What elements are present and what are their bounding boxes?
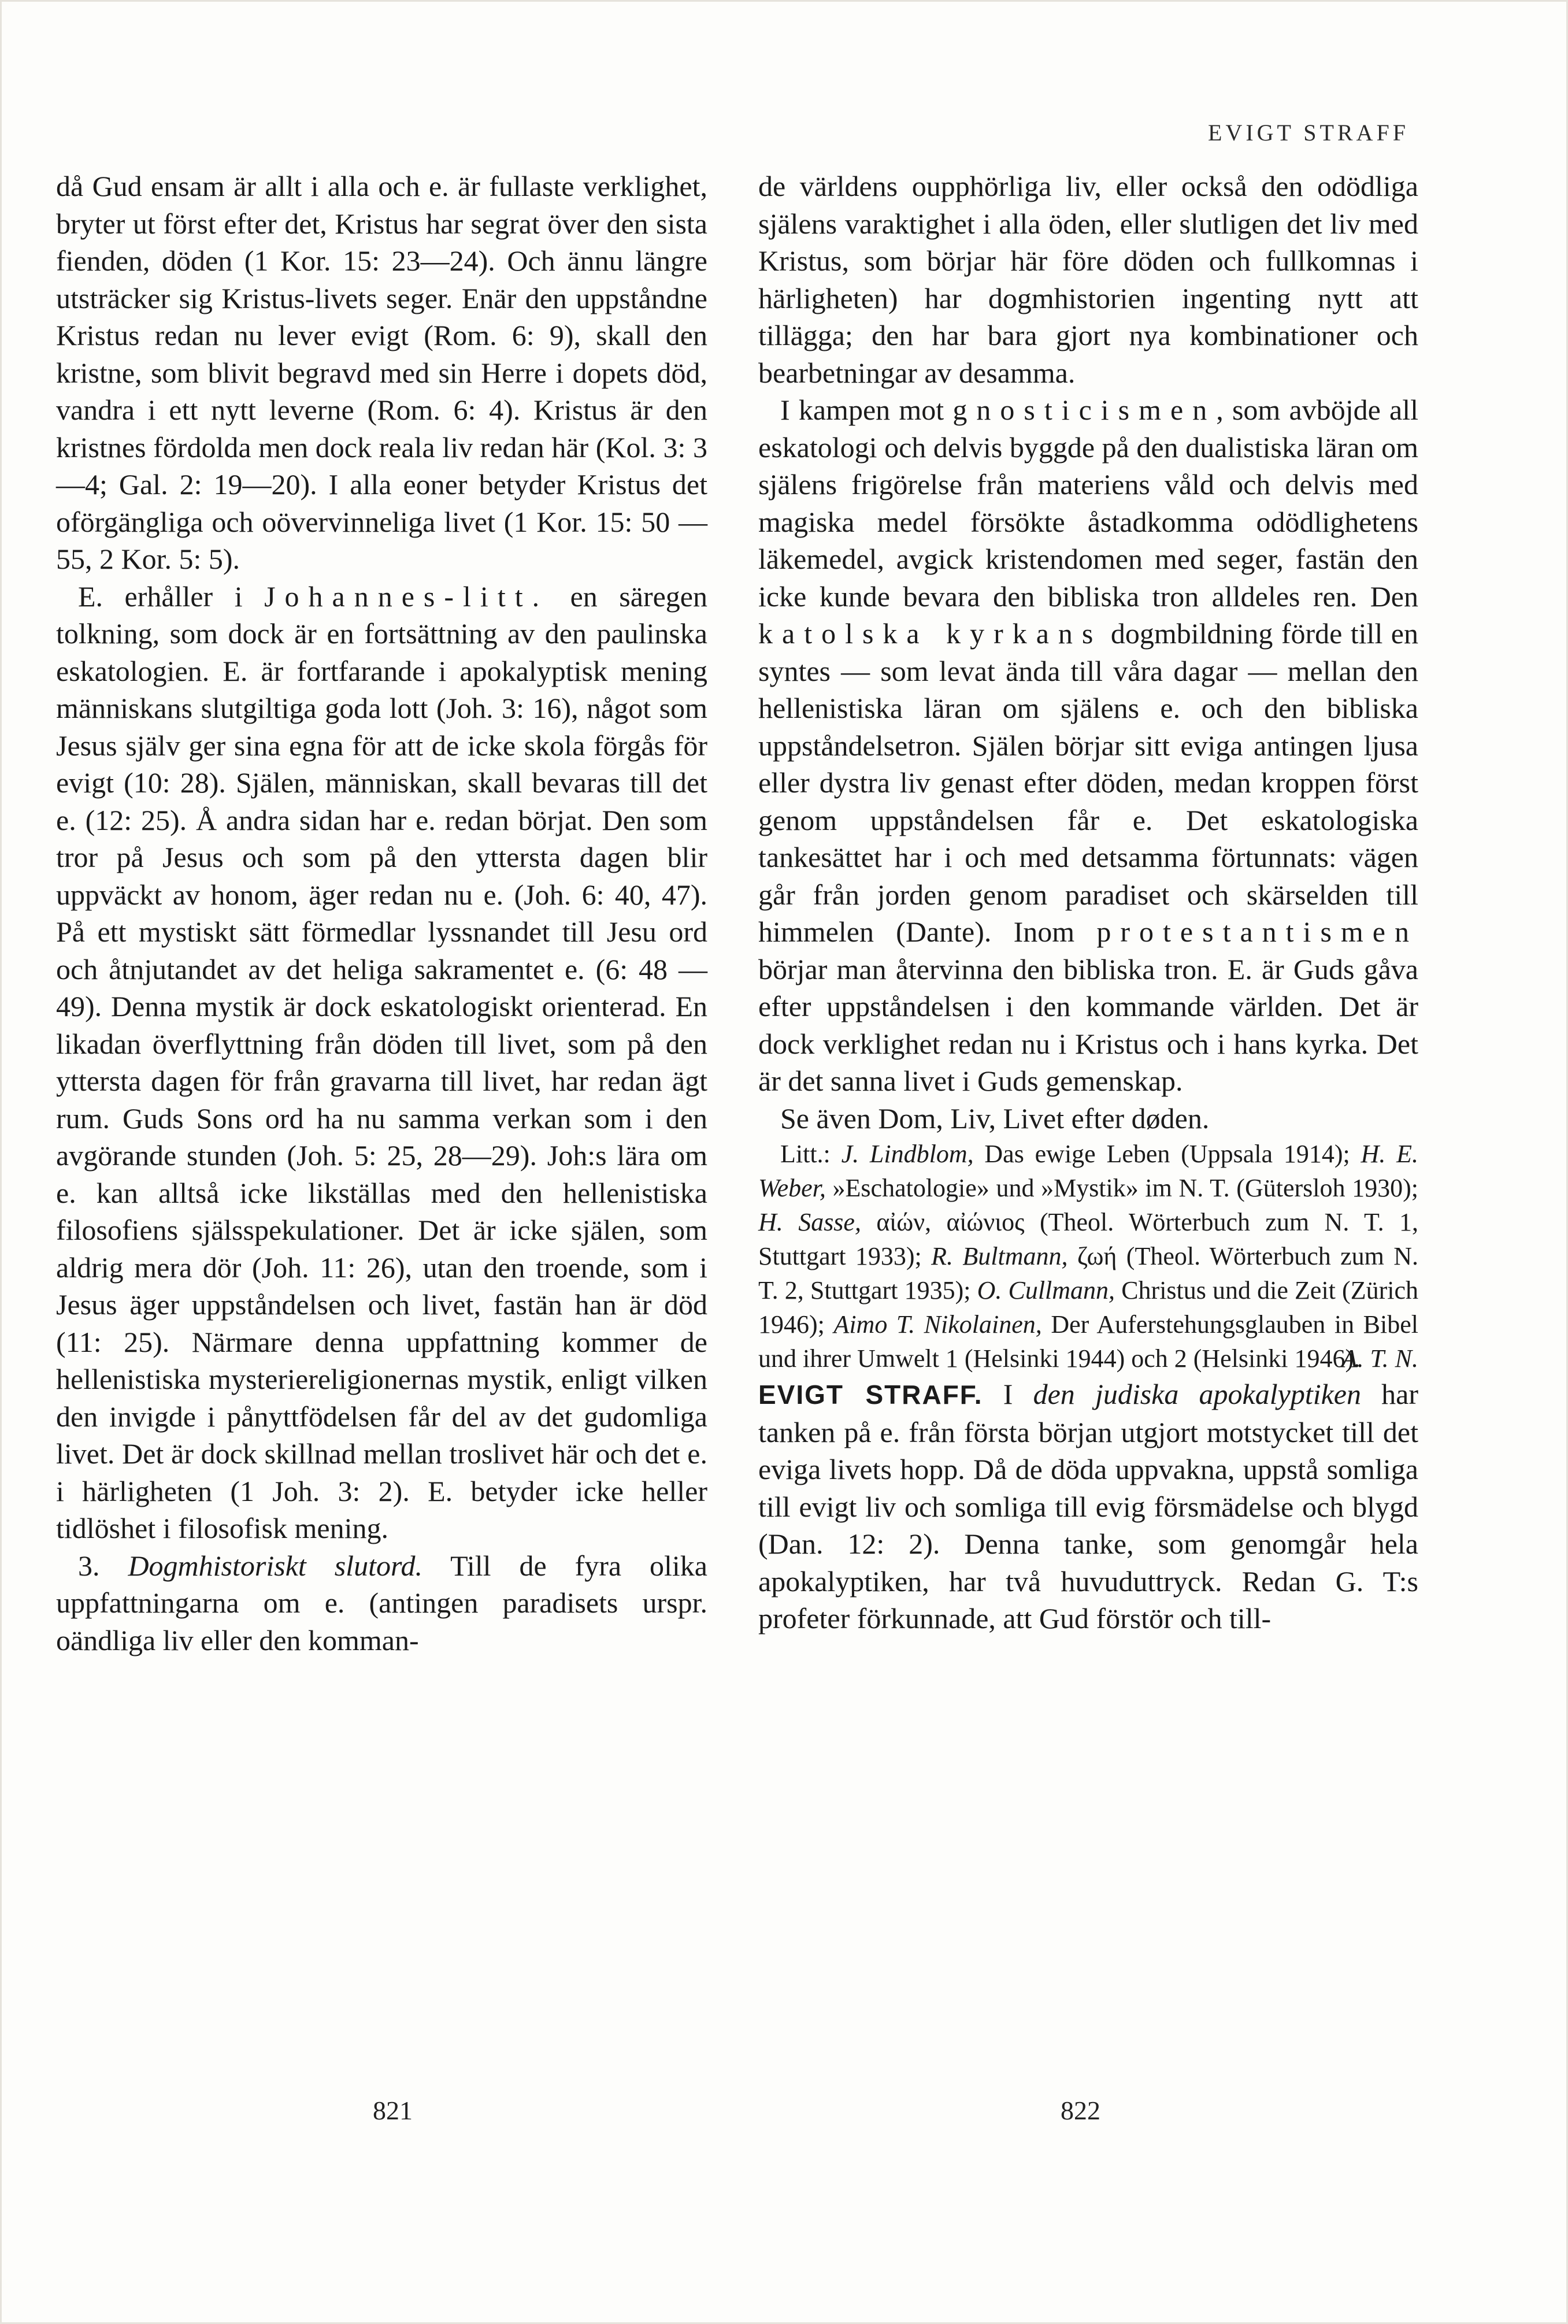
protestantismen-spaced: protestantismen: [1096, 915, 1418, 948]
right-paragraph-1: de världens oupphörliga liv, eller också den odödliga själens varaktighet i alla öden, eller slutligen det liv med Kristus, som börjar här före döden och fullkomnas i härligheten) har dogmhistorien ingenting nytt att tillägga; den har bara gjort nya kombinationer och bearbetningar av desamma.: [758, 170, 1418, 389]
lit-text: »Eschatologie» und »Mystik» im N. T. (Gütersloh 1930);: [825, 1174, 1418, 1202]
left-paragraph-1: då Gud ensam är allt i alla och e. är fullaste verklighet, bryter ut först efter det, Kristus har segrat över den sista fienden, döden (1 Kor. 15: 23—24). Och ännu längre utsträcker sig Kristus-livets seger. Enär den uppståndne Kristus redan nu lever evigt (Rom. 6: 9), skall den kristne, som blivit begravd med sin Herre i dopets död, vandra i ett nytt leverne (Rom. 6: 4). Kristus är den kristnes fördolda men dock reala liv redan här (Kol. 3: 3—4; Gal. 2: 19—20). I alla eoner betyder Kristus det oförgängliga och oövervinneliga livet (1 Kor. 15: 50 —55, 2 Kor. 5: 5).: [56, 170, 707, 575]
lit-author: Aimo T. Nikolainen,: [833, 1310, 1042, 1339]
p2-c: dogmbildning förde till en syntes — som levat ända till våra dagar — mellan den hellenistiska läran om själens e. och den bibliska uppståndelsetron. Själen börjar sitt eviga antingen ljusa eller dystra liv genast efter döden, medan kroppen först genom uppståndelsen får e. Det eskatologiska tankesättet har i och med detsamma förtunnats: vägen går från jorden genom paradiset och skärselden till himmelen (Dante). Inom: [758, 617, 1418, 948]
entry-evigt-straff: [758, 1376, 1418, 1637]
page-number-right: 822: [1061, 2096, 1100, 2125]
entry-body: har tanken på e. från första början utgjort motstycket till det eviga livets hopp. Då de döda uppvakna, uppstå somliga till evigt liv och somliga till evig försmädelse och blygd (Dan. 12: 2). Denna tanke, som genomgår hela apokalyptiken, har två huvuduttryck. Redan G. T:s profeter förkunnade, att Gud förstör och till-: [758, 1378, 1419, 1634]
lit-text: Der Auferstehungsglauben in Bibel und ihrer Umwelt 1 (Helsinki 1944) och 2 (Helsinki 1946).: [758, 1310, 1418, 1373]
p2-b: , som avböjde all eskatologi och delvis byggde på den dualistiska läran om själens frigörelse från materiens våld och delvis med magiska medel försökte åstadkomma odödlighetens läkemedel, avgick kristendomen med seger, fastän den icke kunde bevara den bibliska tron alldeles ren. Den: [758, 394, 1418, 613]
lit-author: R. Bultmann,: [931, 1242, 1068, 1270]
page-number-left: 821: [373, 2096, 413, 2125]
p2-d: börjar man återvinna den bibliska tron. E. är Guds gåva efter uppståndelsen i den kommande världen. Det är dock verklighet redan nu i Kristus och i hans kyrka. Det är det sanna livet i Guds gemenskap.: [758, 952, 1418, 1097]
see-also: Se även Dom, Liv, Livet efter døden.: [780, 1102, 1210, 1135]
section-title-dogmhistoriskt: Dogmhistoriskt slutord.: [128, 1549, 423, 1582]
p3-number: 3.: [78, 1549, 128, 1582]
signature-text: A. T. N.: [1341, 1344, 1418, 1373]
lit-author: H. E. Weber,: [758, 1140, 1418, 1202]
katolska-kyrkans-spaced: katolska kyrkans: [758, 617, 1103, 650]
running-head: EVIGT STRAFF: [1208, 120, 1409, 146]
lit-author: J. Lindblom,: [841, 1140, 974, 1168]
entry-heading: EVIGT STRAFF.: [758, 1380, 983, 1410]
lit-text: Christus und die Zeit (Zürich 1946);: [758, 1276, 1418, 1339]
p2-lead: E. erhåller i: [78, 580, 265, 613]
left-paragraph-3: [56, 1547, 707, 1659]
left-column: [56, 168, 707, 1659]
entry-italic: den judiska apokalyptiken: [1033, 1378, 1361, 1410]
right-paragraph-2: [758, 391, 1418, 1100]
p2-body: en säregen tolkning, som dock är en fortsättning av den paulinska eskatologien. E. är fortfarande i apokalyptisk mening människans slutgiltiga goda lott (Joh. 3: 16), något som Jesus själv ger sina egna för att de icke skola förgås för evigt (10: 28). Själen, människan, skall bevaras till det e. (12: 25). Å andra sidan har e. redan börjat. Den som tror på Jesus och som på den yttersta dagen blir uppväckt av honom, äger redan nu e. (Joh. 6: 40, 47). På ett mystiskt sätt förmedlar lyssnandet till Jesu ord och åtnjutandet av det heliga sakramentet e. (6: 48 —49). Denna mystik är dock eskatologiskt orienterad. En likadan överflyttning från döden till livet, som på den yttersta dagen för från gravarna till livet, har redan ägt rum. Guds Sons ord ha nu samma verkan som i den avgörande stunden (Joh. 5: 25, 28—29). Joh:s lära om e. kan alltså icke likställas med den hellenistiska filosofiens själsspekulationer. Det är icke själen, som aldrig mera dör (Joh. 11: 26), utan den troende, som i Jesus äger uppståndelsen och livet, fastän han är död (11: 25). Närmare denna uppfattning kommer de hellenistiska mysteriereligionernas mystik, enligt vilken den invigde i pånyttfödelsen får del av det gudomliga livet. Det är dock skillnad mellan troslivet här och det e. i härligheten (1 Joh. 3: 2). E. betyder icke heller tidlöshet i filosofisk mening.: [56, 580, 707, 1544]
lit-label: Litt.:: [780, 1140, 842, 1168]
literature-list: [758, 1137, 1418, 1376]
lit-text: ζωή (Theol. Wörterbuch zum N. T. 2, Stuttgart 1935);: [758, 1242, 1418, 1304]
entry-i: I: [983, 1378, 1033, 1410]
p2-a: I kampen mot: [780, 394, 953, 426]
johannes-litt-spaced: Johannes-litt.: [264, 580, 549, 613]
right-column: [758, 168, 1418, 1637]
gnosticismen-spaced: gnosticismen: [952, 394, 1217, 426]
lit-text: αἰών, αἰώνιος (Theol. Wörterbuch zum N. T. 1, Stuttgart 1933);: [758, 1208, 1418, 1270]
lit-text: Das ewige Leben (Uppsala 1914);: [973, 1140, 1361, 1168]
lit-author: O. Cullmann,: [977, 1276, 1115, 1304]
p3-body: Till de fyra olika uppfattningarna om e. (antingen paradisets urspr. oändliga liv eller den komman-: [56, 1549, 707, 1656]
lit-author: H. Sasse,: [758, 1208, 861, 1236]
left-paragraph-2: [56, 578, 707, 1547]
